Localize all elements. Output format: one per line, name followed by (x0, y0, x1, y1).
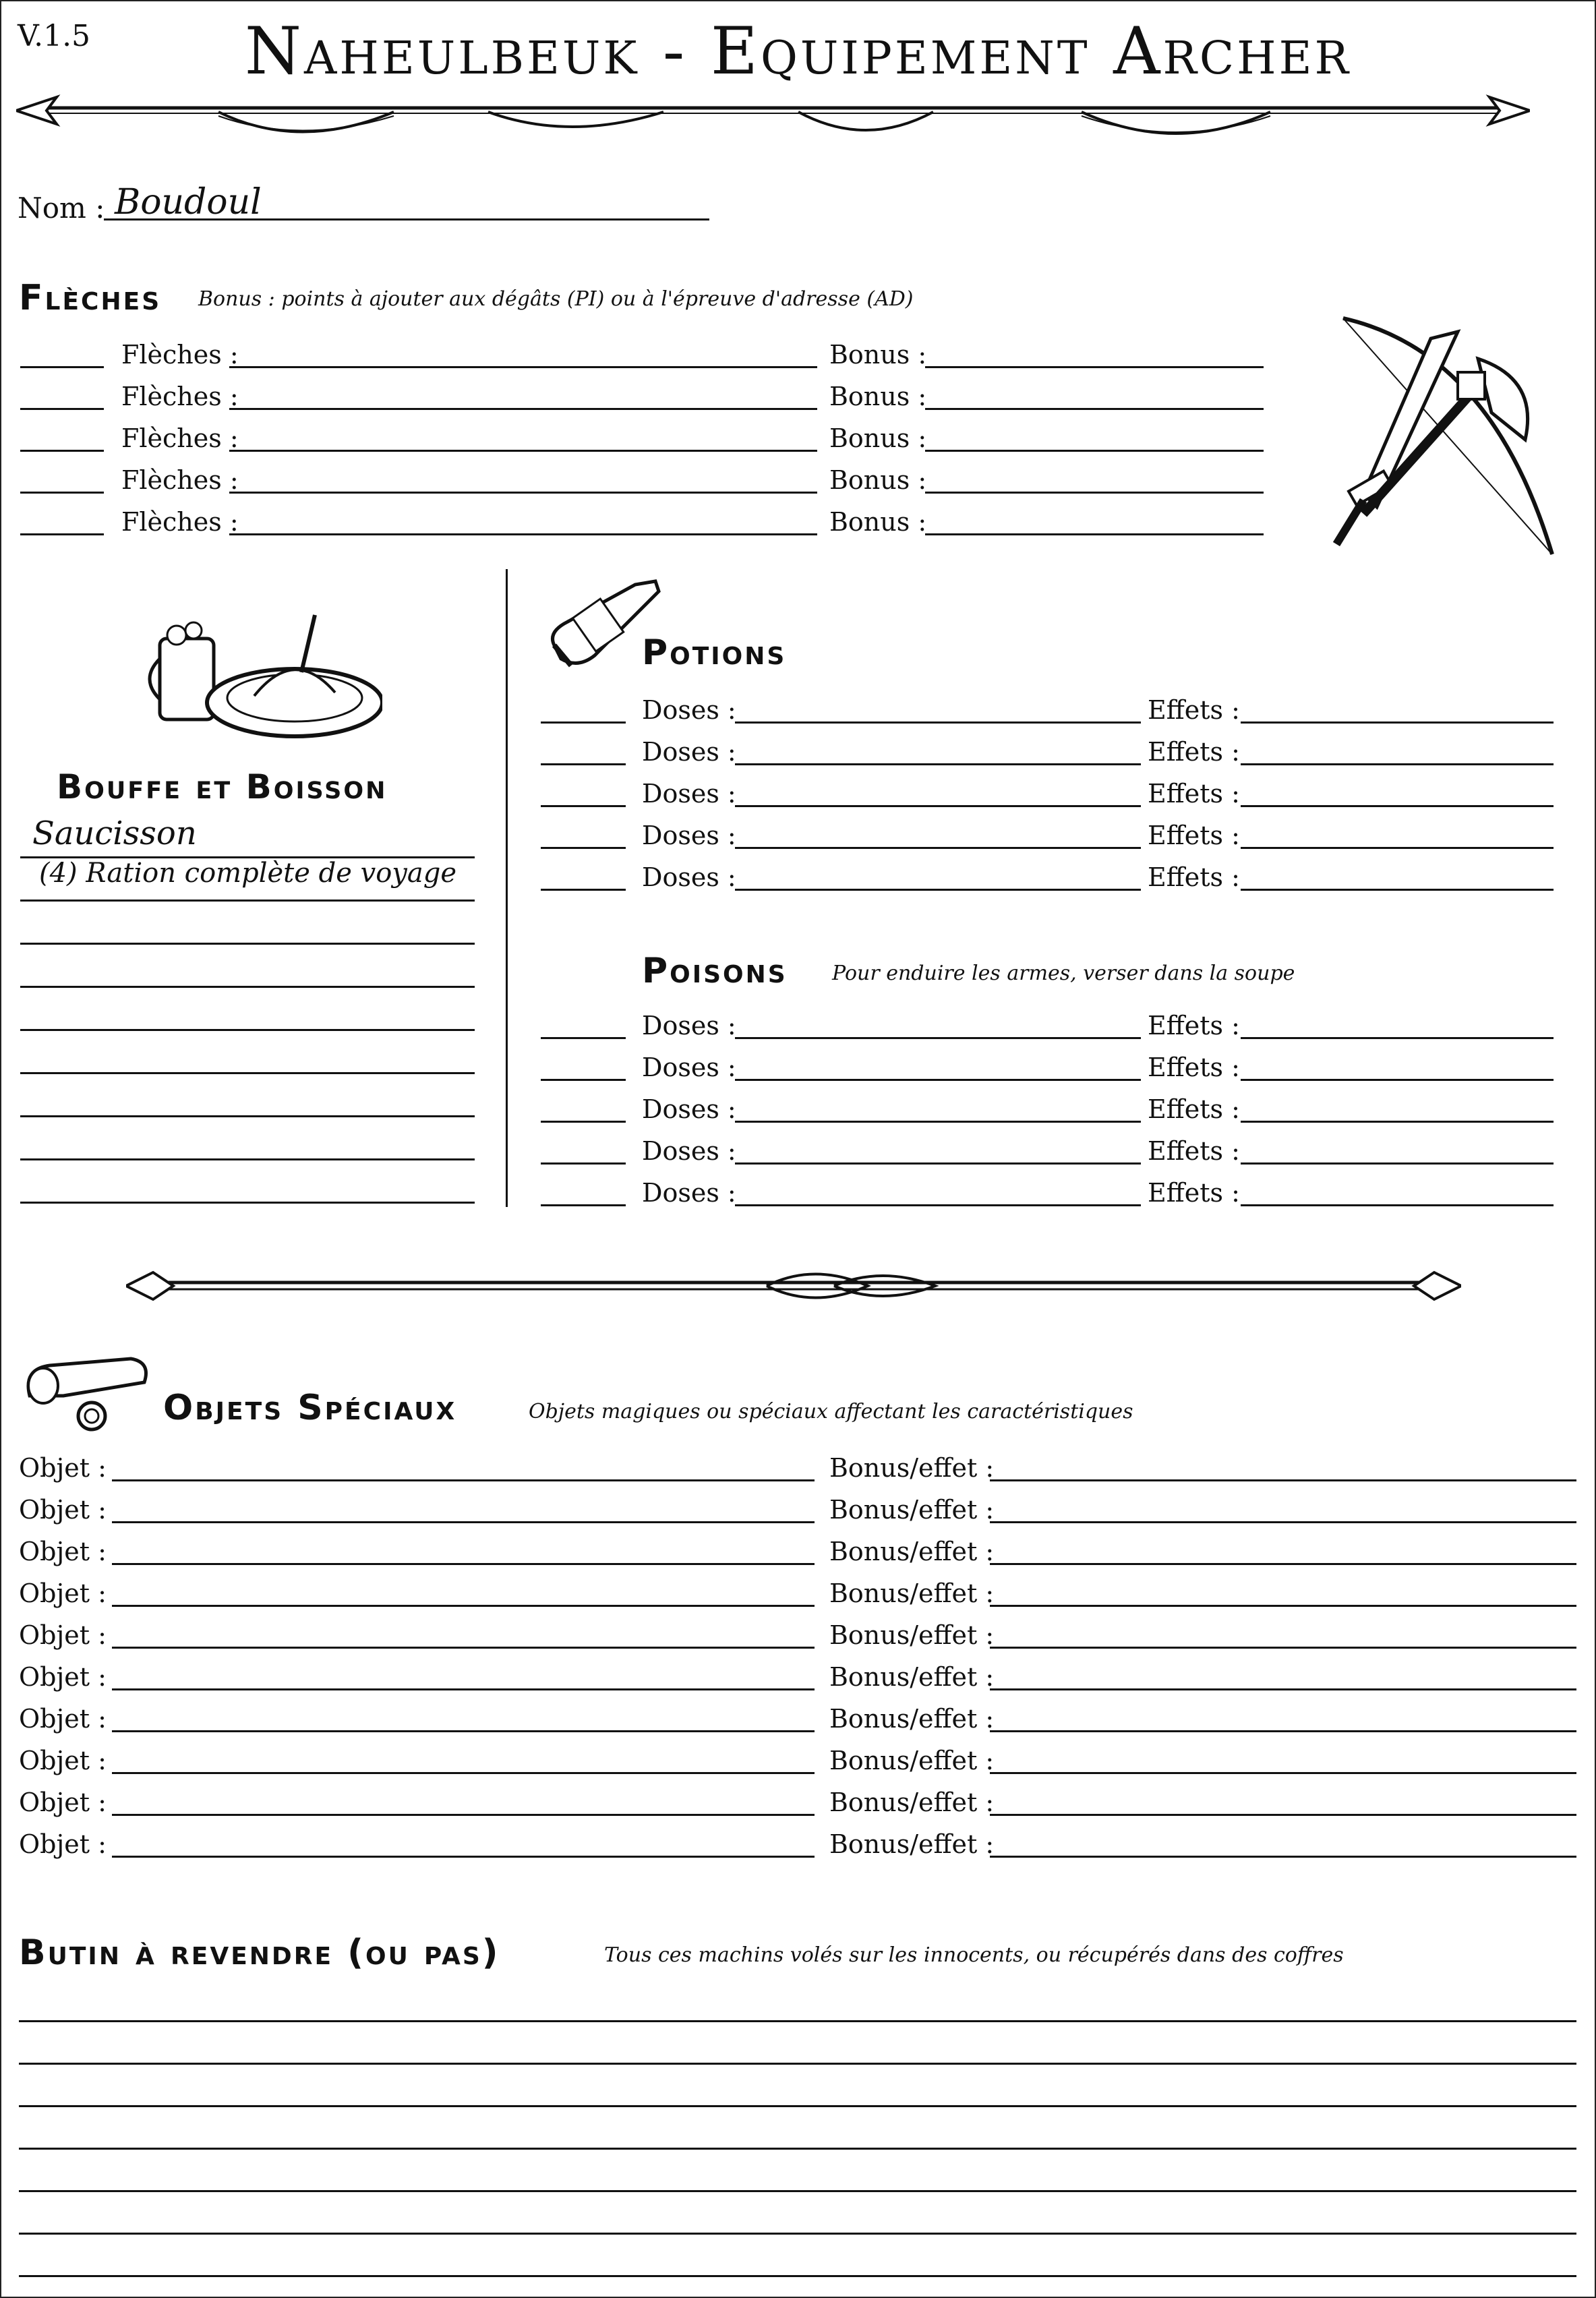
potions-title: Potions (642, 632, 787, 673)
object-line[interactable] (112, 1521, 815, 1523)
potions-effects-label: Effets : (1148, 862, 1240, 892)
poisons-doses-line[interactable] (735, 1079, 1141, 1081)
food-line[interactable] (20, 1202, 475, 1204)
arrow-count-line[interactable] (20, 492, 104, 494)
arrow-type-line[interactable] (229, 492, 817, 494)
object-effect-line[interactable] (990, 1814, 1576, 1816)
arrow-divider-icon (16, 88, 1530, 148)
poisons-doses-label: Doses : (642, 1011, 736, 1040)
arrow-count-line[interactable] (20, 366, 104, 368)
version-label: V.1.5 (18, 19, 91, 53)
object-effect-line[interactable] (990, 1479, 1576, 1481)
food-line[interactable] (20, 1029, 475, 1031)
object-effect-label: Bonus/effet : (829, 1579, 995, 1608)
column-divider (506, 569, 508, 1207)
potions-doses-label: Doses : (642, 821, 736, 850)
poisons-doses-label: Doses : (642, 1178, 736, 1208)
poisons-effects-label: Effets : (1148, 1178, 1240, 1208)
object-label: Objet : (19, 1579, 107, 1608)
food-line[interactable] (20, 1158, 475, 1160)
food-line[interactable] (20, 1072, 475, 1074)
potions-qty-line[interactable] (541, 847, 626, 849)
potions-doses-line[interactable] (735, 763, 1141, 765)
potions-effects-label: Effets : (1148, 779, 1240, 808)
loot-line[interactable] (19, 2148, 1576, 2150)
arrow-bonus-label: Bonus : (829, 340, 927, 370)
object-effect-label: Bonus/effet : (829, 1453, 995, 1483)
food-entry[interactable]: Saucisson (32, 815, 197, 852)
arrow-count-line[interactable] (20, 408, 104, 410)
object-line[interactable] (112, 1856, 815, 1858)
object-effect-line[interactable] (990, 1605, 1576, 1607)
potions-effects-line[interactable] (1241, 847, 1554, 849)
potions-effects-line[interactable] (1241, 721, 1554, 724)
food-title: Bouffe et Boisson (57, 767, 388, 806)
potions-effects-label: Effets : (1148, 821, 1240, 850)
arrow-count-line[interactable] (20, 450, 104, 452)
potions-doses-line[interactable] (735, 889, 1141, 891)
food-line[interactable] (20, 900, 475, 902)
potions-effects-label: Effets : (1148, 695, 1240, 725)
object-effect-line[interactable] (990, 1563, 1576, 1565)
poisons-doses-label: Doses : (642, 1136, 736, 1166)
poisons-qty-line[interactable] (541, 1204, 626, 1206)
object-label: Objet : (19, 1620, 107, 1650)
potions-doses-label: Doses : (642, 737, 736, 767)
page-title: Naheulbeuk - Equipement Archer (245, 13, 1351, 89)
special-subtitle: Objets magiques ou spéciaux affectant les caractéristiques (529, 1400, 1133, 1423)
potions-doses-line[interactable] (735, 847, 1141, 849)
potions-doses-label: Doses : (642, 695, 736, 725)
potions-qty-line[interactable] (541, 763, 626, 765)
poisons-doses-line[interactable] (735, 1204, 1141, 1206)
special-title: Objets Spéciaux (163, 1388, 457, 1428)
potions-doses-label: Doses : (642, 779, 736, 808)
arrow-bonus-line[interactable] (925, 408, 1264, 410)
object-label: Objet : (19, 1704, 107, 1734)
name-label: Nom : (18, 192, 105, 225)
potions-doses-line[interactable] (735, 805, 1141, 807)
object-effect-label: Bonus/effet : (829, 1746, 995, 1775)
arrow-bonus-label: Bonus : (829, 465, 927, 495)
poisons-effects-line[interactable] (1241, 1037, 1554, 1039)
arrow-count-line[interactable] (20, 533, 104, 535)
object-label: Objet : (19, 1788, 107, 1817)
object-line[interactable] (112, 1605, 815, 1607)
object-effect-label: Bonus/effet : (829, 1537, 995, 1566)
arrow-bonus-line[interactable] (925, 450, 1264, 452)
object-label: Objet : (19, 1662, 107, 1692)
arrows-title: Flèches (19, 278, 162, 318)
arrows-subtitle: Bonus : points à ajouter aux dégâts (PI) ou à l'épreuve d'adresse (AD) (198, 287, 914, 311)
poisons-subtitle: Pour enduire les armes, verser dans la soupe (832, 962, 1295, 985)
arrow-label: Flèches : (121, 507, 239, 537)
food-entry[interactable]: (4) Ration complète de voyage (39, 858, 457, 889)
poisons-effects-label: Effets : (1148, 1011, 1240, 1040)
arrow-bonus-line[interactable] (925, 366, 1264, 368)
loot-line[interactable] (19, 2063, 1576, 2065)
arrow-type-line[interactable] (229, 408, 817, 410)
staff-divider-icon (126, 1262, 1461, 1309)
object-effect-label: Bonus/effet : (829, 1704, 995, 1734)
potions-effects-line[interactable] (1241, 763, 1554, 765)
loot-line[interactable] (19, 2233, 1576, 2235)
object-effect-line[interactable] (990, 1730, 1576, 1732)
object-effect-label: Bonus/effet : (829, 1620, 995, 1650)
arrow-type-line[interactable] (229, 366, 817, 368)
poisons-qty-line[interactable] (541, 1162, 626, 1165)
arrow-label: Flèches : (121, 382, 239, 411)
object-effect-line[interactable] (990, 1521, 1576, 1523)
arrow-bonus-line[interactable] (925, 492, 1264, 494)
poisons-doses-line[interactable] (735, 1162, 1141, 1165)
crossed-weapons-icon (1323, 312, 1572, 561)
object-effect-line[interactable] (990, 1856, 1576, 1858)
potions-effects-line[interactable] (1241, 805, 1554, 807)
poisons-effects-label: Effets : (1148, 1136, 1240, 1166)
object-line[interactable] (112, 1479, 815, 1481)
object-effect-label: Bonus/effet : (829, 1829, 995, 1859)
object-label: Objet : (19, 1829, 107, 1859)
poisons-effects-line[interactable] (1241, 1162, 1554, 1165)
arrow-type-line[interactable] (229, 450, 817, 452)
name-value[interactable]: Boudoul (115, 182, 262, 223)
food-platter-icon (140, 605, 382, 740)
potions-effects-label: Effets : (1148, 737, 1240, 767)
object-effect-label: Bonus/effet : (829, 1495, 995, 1525)
arrow-type-line[interactable] (229, 533, 817, 535)
scroll-ring-icon (16, 1349, 158, 1436)
object-effect-line[interactable] (990, 1688, 1576, 1690)
loot-line[interactable] (19, 2105, 1576, 2107)
food-line[interactable] (20, 1115, 475, 1117)
loot-title: Butin à revendre (ou pas) (19, 1933, 500, 1973)
arrow-label: Flèches : (121, 423, 239, 453)
poisons-effects-label: Effets : (1148, 1053, 1240, 1082)
object-line[interactable] (112, 1688, 815, 1690)
poisons-effects-line[interactable] (1241, 1079, 1554, 1081)
object-line[interactable] (112, 1647, 815, 1649)
object-effect-label: Bonus/effet : (829, 1662, 995, 1692)
poisons-effects-line[interactable] (1241, 1204, 1554, 1206)
object-line[interactable] (112, 1772, 815, 1774)
object-label: Objet : (19, 1495, 107, 1525)
poisons-qty-line[interactable] (541, 1121, 626, 1123)
arrow-bonus-label: Bonus : (829, 423, 927, 453)
object-label: Objet : (19, 1453, 107, 1483)
object-line[interactable] (112, 1730, 815, 1732)
object-line[interactable] (112, 1563, 815, 1565)
food-line[interactable] (20, 943, 475, 945)
poisons-doses-line[interactable] (735, 1121, 1141, 1123)
arrow-bonus-line[interactable] (925, 533, 1264, 535)
object-effect-line[interactable] (990, 1647, 1576, 1649)
arrow-label: Flèches : (121, 340, 239, 370)
poisons-doses-label: Doses : (642, 1053, 736, 1082)
arrow-bonus-label: Bonus : (829, 507, 927, 537)
loot-line[interactable] (19, 2020, 1576, 2022)
loot-line[interactable] (19, 2275, 1576, 2277)
potions-doses-label: Doses : (642, 862, 736, 892)
potions-qty-line[interactable] (541, 721, 626, 724)
poisons-qty-line[interactable] (541, 1037, 626, 1039)
potions-effects-line[interactable] (1241, 889, 1554, 891)
poisons-doses-line[interactable] (735, 1037, 1141, 1039)
loot-subtitle: Tous ces machins volés sur les innocents, ou récupérés dans des coffres (604, 1943, 1344, 1967)
name-line (104, 218, 709, 220)
object-effect-line[interactable] (990, 1772, 1576, 1774)
poisons-qty-line[interactable] (541, 1079, 626, 1081)
object-label: Objet : (19, 1746, 107, 1775)
arrow-bonus-label: Bonus : (829, 382, 927, 411)
food-line[interactable] (20, 986, 475, 988)
potions-qty-line[interactable] (541, 805, 626, 807)
poisons-doses-label: Doses : (642, 1094, 736, 1124)
poisons-effects-line[interactable] (1241, 1121, 1554, 1123)
potions-doses-line[interactable] (735, 721, 1141, 724)
loot-line[interactable] (19, 2190, 1576, 2192)
object-line[interactable] (112, 1814, 815, 1816)
object-effect-label: Bonus/effet : (829, 1788, 995, 1817)
arrow-label: Flèches : (121, 465, 239, 495)
object-label: Objet : (19, 1537, 107, 1566)
poisons-title: Poisons (642, 951, 788, 991)
poisons-effects-label: Effets : (1148, 1094, 1240, 1124)
potions-qty-line[interactable] (541, 889, 626, 891)
